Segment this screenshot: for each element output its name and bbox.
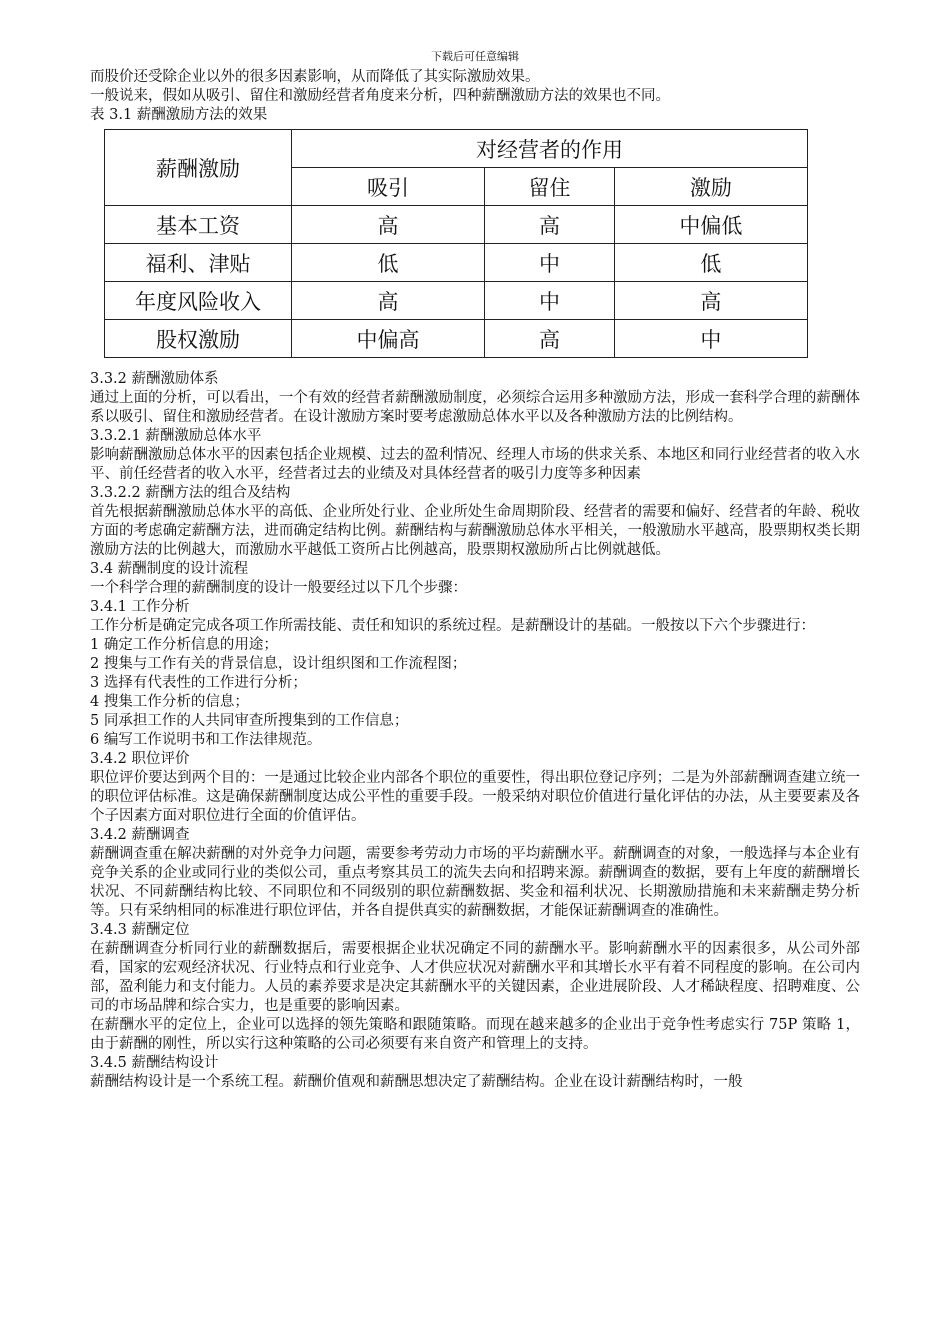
section-heading: 3.3.2 薪酬激励体系: [90, 371, 219, 387]
table-cell: 高: [292, 282, 485, 320]
table-cell: 低: [614, 244, 807, 282]
body-paragraph: 5 同承担工作的人共同审查所搜集到的工作信息；: [90, 713, 409, 729]
table-row: [105, 282, 808, 320]
body-paragraph: 通过上面的分析，可以看出，一个有效的经营者薪酬激励制度，必须综合运用多种激励方法，形成一套科学合理的薪酬体系以吸引、留住和激励经营者。在设计激励方案时要考虑激励总体水平以及各种激励方法的比例结构。: [90, 390, 860, 425]
body-paragraph: 职位评价要达到两个目的：一是通过比较企业内部各个职位的重要性，得出职位登记序列；二是为外部薪酬调查建立统一的职位评估标准。这是确保薪酬制度达成公平性的重要手段。一般采纳对职位价值进行量化评估的办法，从主要要素及各个子因素方面对职位进行全面的价值评估。: [90, 770, 860, 824]
incentive-effect-table: [104, 129, 808, 358]
document-body: [90, 370, 860, 1092]
body-paragraph: 2 搜集与工作有关的背景信息，设计组织图和工作流程图；: [90, 656, 467, 672]
table-cell: 中: [485, 244, 615, 282]
section-heading: 3.4.1 工作分析: [90, 599, 190, 615]
table-row: [105, 320, 808, 358]
table-cell: 高: [485, 320, 615, 358]
section-heading: 3.4.2 薪酬调查: [90, 827, 190, 843]
body-paragraph: 在薪酬调查分析同行业的薪酬数据后，需要根据企业状况确定不同的薪酬水平。影响薪酬水平的因素很多，从公司外部看，国家的宏观经济状况、行业特点和行业竞争、人才供应状况对薪酬水平和其增长水平有着不同程度的影响。在公司内部，盈利能力和支付能力。人员的素养要求是决定其薪酬水平的关键因素，企业进展阶段、人才稀缺程度、招聘难度、公司的市场品牌和综合实力，也是重要的影响因素。: [90, 941, 860, 1014]
table-cell: 中: [485, 282, 615, 320]
column-header: 留住: [485, 168, 615, 206]
table-cell: 高: [485, 206, 615, 244]
table-cell: 高: [292, 206, 485, 244]
column-header: 吸引: [292, 168, 485, 206]
body-paragraph: 在薪酬水平的定位上，企业可以选择的领先策略和跟随策略。而现在越来越多的企业出于竞争性考虑实行 75P 策略 1，由于薪酬的刚性，所以实行这种策略的公司必须要有来自资产和管理上的支持。: [90, 1017, 860, 1052]
row-label: 福利、津贴: [105, 244, 292, 282]
body-paragraph: 首先根据薪酬激励总体水平的高低、企业所处行业、企业所处生命周期阶段、经营者的需要和偏好、经营者的年龄、税收方面的考虑确定薪酬方法，进而确定结构比例。薪酬结构与薪酬激励总体水平相关，一般激励水平越高，股票期权类长期激励方法的比例越大，而激励水平越低工资所占比例越高，股票期权激励所占比例就越低。: [90, 504, 860, 558]
table-caption: 表 3.1 薪酬激励方法的效果: [90, 107, 268, 123]
section-heading: 3.3.2.1 薪酬激励总体水平: [90, 428, 262, 444]
page-header: 下载后可任意编辑: [431, 50, 519, 63]
body-paragraph: 工作分析是确定完成各项工作所需技能、责任和知识的系统过程。是薪酬设计的基础。一般按以下六个步骤进行：: [90, 618, 815, 634]
section-heading: 3.4 薪酬制度的设计流程: [90, 561, 249, 577]
table-cell: 中偏低: [614, 206, 807, 244]
body-paragraph: 薪酬调查重在解决薪酬的对外竞争力问题，需要参考劳动力市场的平均薪酬水平。薪酬调查的对象，一般选择与本企业有竞争关系的企业或同行业的类似公司，重点考察其员工的流失去向和招聘来源。薪酬调查的数据，要有上年度的薪酬增长状况、不同薪酬结构比较、不同职位和不同级别的职位薪酬数据、奖金和福利状况、长期激励措施和未来薪酬走势分析等。只有采纳相同的标准进行职位评估，并各自提供真实的薪酬数据，才能保证薪酬调查的准确性。: [90, 846, 860, 919]
section-heading: 3.4.3 薪酬定位: [90, 922, 190, 938]
table-corner-header: 薪酬激励: [105, 130, 292, 206]
table-cell: 低: [292, 244, 485, 282]
document-page: [90, 50, 860, 1092]
section-heading: 3.4.5 薪酬结构设计: [90, 1055, 219, 1071]
intro-paragraph-2: 一般说来，假如从吸引、留住和激励经营者角度来分析，四种薪酬激励方法的效果也不同。: [90, 88, 670, 104]
body-paragraph: 6 编写工作说明书和工作法律规范。: [90, 732, 322, 748]
body-paragraph: 薪酬结构设计是一个系统工程。薪酬价值观和薪酬思想决定了薪酬结构。企业在设计薪酬结构时，一般: [90, 1074, 743, 1090]
body-paragraph: 1 确定工作分析信息的用途；: [90, 637, 278, 653]
table-row: [105, 244, 808, 282]
intro-paragraph-1: 而股价还受除企业以外的很多因素影响，从而降低了其实际激励效果。: [90, 69, 540, 85]
table-row: [105, 206, 808, 244]
table-cell: 中: [614, 320, 807, 358]
table-cell: 中偏高: [292, 320, 485, 358]
table-cell: 高: [614, 282, 807, 320]
section-heading: 3.4.2 职位评价: [90, 751, 190, 767]
column-header: 激励: [614, 168, 807, 206]
row-label: 基本工资: [105, 206, 292, 244]
body-paragraph: 3 选择有代表性的工作进行分析；: [90, 675, 307, 691]
body-paragraph: 一个科学合理的薪酬制度的设计一般要经过以下几个步骤：: [90, 580, 467, 596]
body-paragraph: 4 搜集工作分析的信息；: [90, 694, 249, 710]
row-label: 股权激励: [105, 320, 292, 358]
row-label: 年度风险收入: [105, 282, 292, 320]
body-paragraph: 影响薪酬激励总体水平的因素包括企业规模、过去的盈利情况、经理人市场的供求关系、本地区和同行业经营者的收入水平、前任经营者的收入水平，经营者过去的业绩及对具体经营者的吸引力度等多种因素: [90, 447, 860, 482]
section-heading: 3.3.2.2 薪酬方法的组合及结构: [90, 485, 291, 501]
table-group-header: 对经营者的作用: [292, 130, 808, 168]
